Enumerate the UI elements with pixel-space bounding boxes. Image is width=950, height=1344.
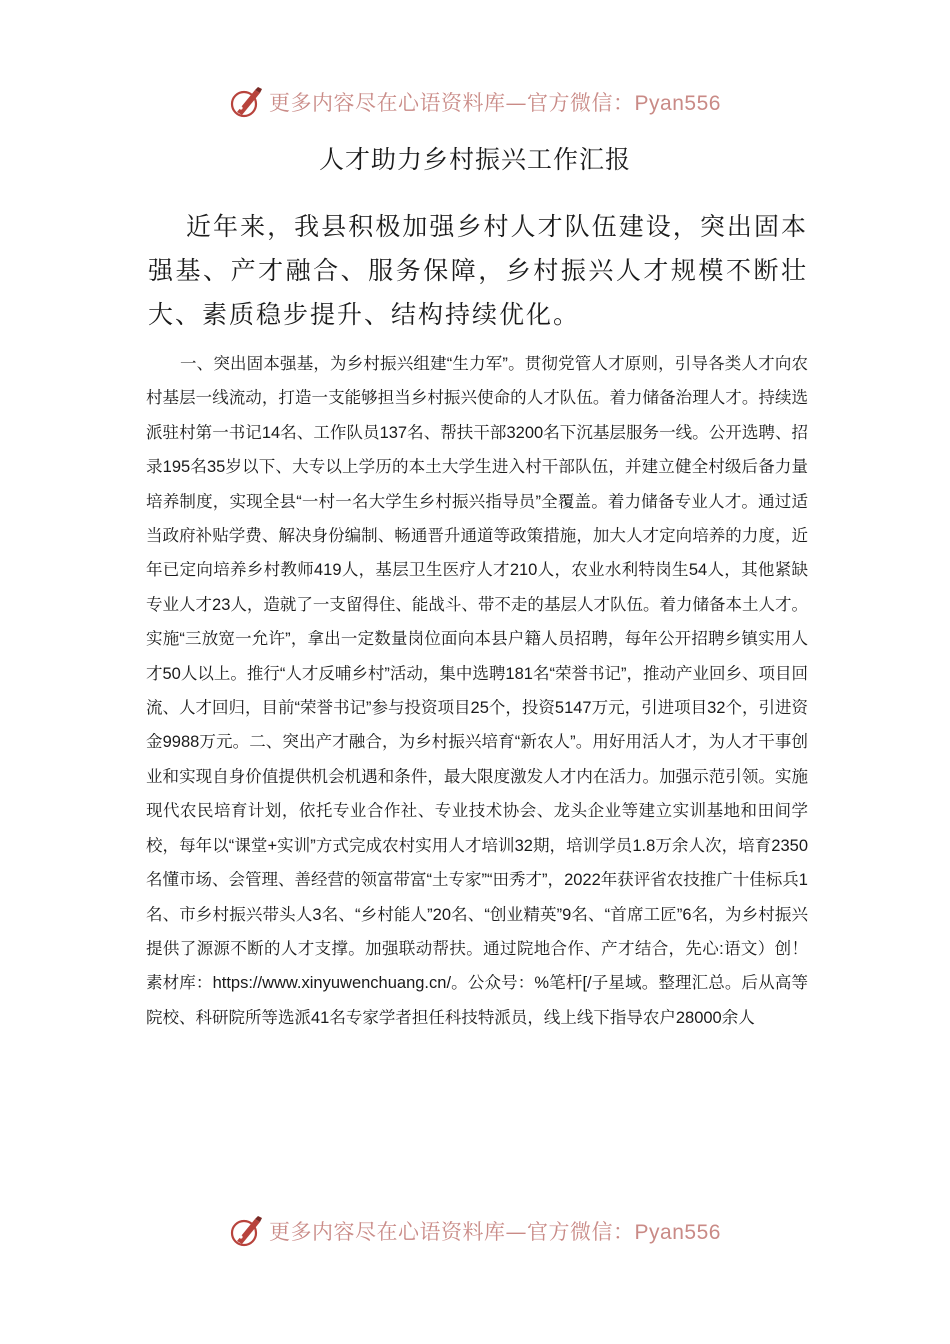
body-paragraph: 一、突出固本强基，为乡村振兴组建“生力军”。贯彻党管人才原则，引导各类人才向农村基层一线流动，打造一支能够担当乡村振兴使命的人才队伍。着力储备治理人才。持续选派驻村第一书记14名、工作队员137名、帮扶干部3200名下沉基层服务一线。公开选聘、招录195名35岁以下、大专以上学历的本土大学生进入村干部队伍，并建立健全村级后备力量培养制度，实现全县“一村一名大学生乡村振兴指导员”全覆盖。着力储备专业人才。通过适当政府补贴学费、解决身份编制、畅通晋升通道等政策措施，加大人才定向培养的力度，近年已定向培养乡村教师419人，基层卫生医疗人才210人，农业水利特岗生54人，其他紧缺专业人才23人，造就了一支留得住、能战斗、带不走的基层人才队伍。着力储备本土人才。实施“三放宽一允许”，拿出一定数量岗位面向本县户籍人员招聘，每年公开招聘乡镇实用人才50人以上。推行“人才反哺乡村”活动，集中选聘181名“荣誉书记”，推动产业回乡、项目回流、人才回归，目前“荣誉书记”参与投资项目25个，投资5147万元，引进项目32个，引进资金9988万元。二、突出产才融合，为乡村振兴培育“新农人”。用好用活人才，为人才干事创业和实现自身价值提供机会机遇和条件，最大限度激发人才内在活力。加强示范引领。实施现代农民培育计划，依托专业合作社、专业技术协会、龙头企业等建立实训基地和田间学校，每年以“课堂+实训”方式完成农村实用人才培训32期，培训学员1.8万余人次，培育2350名懂市场、会管理、善经营的领富带富“土专家”“田秀才”，2022年获评省农技推广十佳标兵1名、市乡村振兴带头人3名、“乡村能人”20名、“创业精英”9名、“首席工匠”6名，为乡村振兴提供了源源不断的人才支撑。加强联动帮扶。通过院地合作、产才结合，先心:语文）创！素材库：https://www.xinyuwenchuang.cn/。公众号：%笔杆[/子星域。整理汇总。后从高等院校、科研院所等选派41名专家学者担任科技特派员，线上线下指导农户28000余人 (146, 355, 808, 1027)
lead-paragraph: 近年来，我县积极加强乡村人才队伍建设，突出固本强基、产才融合、服务保障，乡村振兴人才规模不断壮大、素质稳步提升、结构持续优化。 (148, 212, 808, 329)
watermark-banner-top (0, 82, 950, 122)
pen-nib-logo-icon (229, 84, 265, 120)
document-title: 人才助力乡村振兴工作汇报 (318, 145, 631, 174)
watermark-text-bottom: 更多内容尽在心语资料库—官方微信：Pyan556 (269, 1220, 721, 1244)
watermark-text-top: 更多内容尽在心语资料库—官方微信：Pyan556 (269, 91, 721, 115)
watermark-banner-bottom (0, 1211, 950, 1251)
pen-nib-logo-icon (229, 1213, 265, 1249)
